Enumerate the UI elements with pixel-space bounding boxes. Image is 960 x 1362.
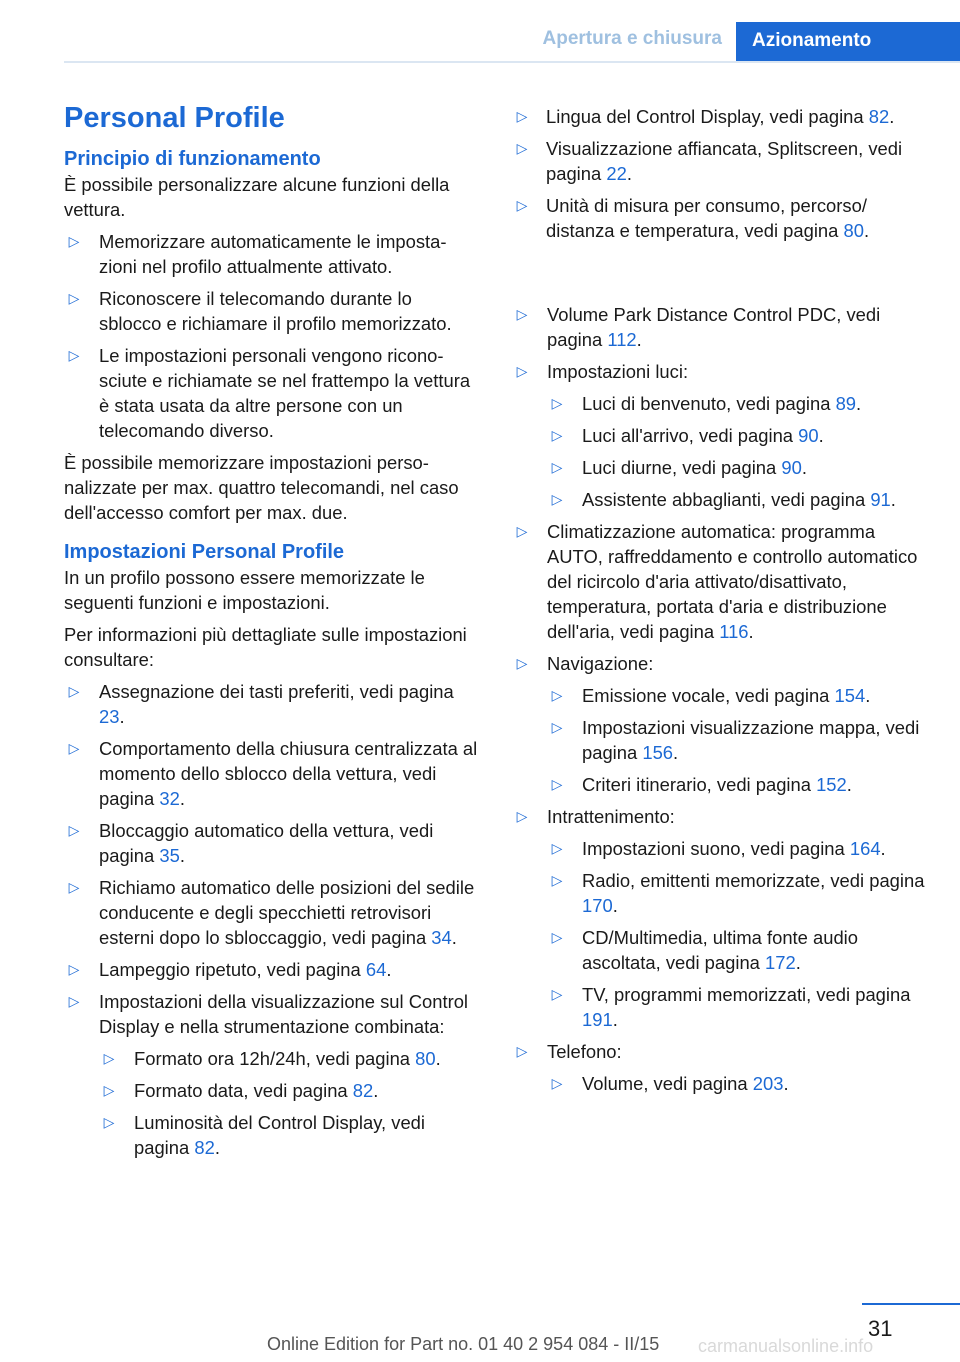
triangle-right-icon: ▷ — [551, 776, 563, 792]
triangle-right-icon: ▷ — [516, 363, 528, 379]
footer-divider — [862, 1303, 960, 1305]
page-link[interactable]: 34 — [431, 927, 452, 948]
sub-list-item: ▷ TV, programmi memorizzati, vedi pagina 191. — [547, 982, 932, 1032]
page-link[interactable]: 32 — [159, 788, 180, 809]
list-item: ▷ Navigazione: ▷ Emissione vocale, vedi pagina 154. ▷ Impostazioni visualizzazione mappa, vedi pagina 156. ▷ Criteri itinerario, vedi pagina 152. — [512, 651, 932, 797]
page-number: 31 — [868, 1316, 893, 1341]
list-item: ▷ Le impostazioni personali vengono riconosciute e richiamate se nel frattempo la vettura è stata usata da altre persone con un telecomando diverso. — [64, 343, 478, 443]
list-item: ▷ Comportamento della chiusura centralizzata al momento dello sblocco della vettura, vedi pagina 32. — [64, 736, 478, 811]
sub-list-item: ▷ Luci all'arrivo, vedi pagina 90. — [547, 423, 932, 448]
list-item: ▷ Impostazioni luci: ▷ Luci di benvenuto, vedi pagina 89. ▷ Luci all'arrivo, vedi pagina 90. ▷ Luci diurne, vedi pagina 90. ▷ Assistente abbaglianti, vedi pagina 91. — [512, 359, 932, 512]
page-link[interactable]: 89 — [835, 393, 857, 414]
sub-list-item: ▷ Volume, vedi pagina 203. — [547, 1071, 932, 1096]
triangle-right-icon: ▷ — [551, 687, 563, 703]
page-link[interactable]: 64 — [365, 959, 387, 980]
page-link[interactable]: 164 — [849, 838, 881, 859]
page-link[interactable]: 112 — [607, 329, 637, 350]
triangle-right-icon: ▷ — [551, 872, 563, 888]
triangle-right-icon: ▷ — [516, 655, 528, 671]
page-link[interactable]: 80 — [843, 220, 864, 241]
triangle-right-icon: ▷ — [551, 459, 563, 475]
triangle-right-icon: ▷ — [68, 233, 80, 249]
triangle-right-icon: ▷ — [68, 822, 80, 838]
triangle-right-icon: ▷ — [68, 683, 80, 699]
right-column-main — [512, 302, 932, 1103]
header-divider — [64, 61, 960, 63]
page-link[interactable]: 91 — [870, 489, 891, 510]
principio-list — [64, 229, 478, 443]
sub-list-item: ▷ Luminosità del Control Display, vedi pagina 82. — [99, 1110, 478, 1160]
triangle-right-icon: ▷ — [68, 347, 80, 363]
triangle-right-icon: ▷ — [551, 1075, 563, 1091]
page-link[interactable]: 23 — [99, 706, 120, 727]
list-item: ▷ Impostazioni della visualizzazione sul Control Display e nella strumentazione combinata: ▷ Formato ora 12h/24h, vedi pagina 80. ▷ Formato data, vedi pagina 82. ▷ Luminosità del Control Display, vedi pagina 82. — [64, 989, 478, 1160]
triangle-right-icon: ▷ — [516, 808, 528, 824]
sub-list-item: ▷ Impostazioni visualizzazione mappa, vedi pagina 156. — [547, 715, 932, 765]
triangle-right-icon: ▷ — [516, 140, 528, 156]
triangle-right-icon: ▷ — [68, 290, 80, 306]
triangle-right-icon: ▷ — [103, 1082, 115, 1098]
list-item: ▷ Memorizzare automaticamente le impostazioni nel profilo attualmente attivato. — [64, 229, 478, 279]
triangle-right-icon: ▷ — [516, 1043, 528, 1059]
sub-list-item: ▷ Assistente abbaglianti, vedi pagina 91. — [547, 487, 932, 512]
page-link[interactable]: 203 — [752, 1073, 784, 1094]
sub-list-item: ▷ Lingua del Control Display, vedi pagina 82. — [512, 104, 932, 129]
triangle-right-icon: ▷ — [551, 491, 563, 507]
navi-sublist — [547, 683, 932, 797]
triangle-right-icon: ▷ — [68, 993, 80, 1009]
triangle-right-icon: ▷ — [551, 719, 563, 735]
triangle-right-icon: ▷ — [551, 395, 563, 411]
right-column — [512, 104, 932, 250]
sub-list-item: ▷ Formato data, vedi pagina 82. — [99, 1078, 478, 1103]
page-header — [0, 0, 960, 62]
triangle-right-icon: ▷ — [516, 306, 528, 322]
page-link[interactable]: 116 — [719, 621, 749, 642]
triangle-right-icon: ▷ — [103, 1050, 115, 1066]
section-heading-impostazioni: Impostazioni Personal Profile — [64, 541, 345, 563]
list-item: ▷ Assegnazione dei tasti preferiti, vedi pagina 23. — [64, 679, 478, 729]
triangle-right-icon: ▷ — [551, 929, 563, 945]
page-link[interactable]: 152 — [816, 774, 847, 795]
edition-note: Online Edition for Part no. 01 40 2 954 084 - II/15 — [267, 1334, 660, 1354]
page-title: Personal Profile — [64, 102, 285, 134]
sub-list-item: ▷ Luci di benvenuto, vedi pagina 89. — [547, 391, 932, 416]
section-heading-principio: Principio di funzionamento — [64, 148, 321, 170]
active-tab[interactable]: Azionamento — [736, 22, 960, 63]
page-link[interactable]: 82 — [352, 1080, 374, 1101]
sub-list-item: ▷ Emissione vocale, vedi pagina 154. — [547, 683, 932, 708]
sub-list-item: ▷ Formato ora 12h/24h, vedi pagina 80. — [99, 1046, 478, 1071]
triangle-right-icon: ▷ — [551, 840, 563, 856]
triangle-right-icon: ▷ — [516, 523, 528, 539]
settings-list-continued — [512, 302, 932, 1096]
sub-list-item: ▷ Unità di misura per consumo, percorso/ distanza e temperatura, vedi pagina 80. — [512, 193, 932, 243]
triangle-right-icon: ▷ — [551, 427, 563, 443]
list-item: ▷ Climatizzazione automatica: programma AUTO, raffreddamento e controllo automatico del ricircolo d'aria attivato/disattivato, temperatura, portata d'aria e distribuzione dell'aria, vedi pagina 116. — [512, 519, 932, 644]
page-link[interactable]: 35 — [159, 845, 180, 866]
page-link[interactable]: 90 — [798, 425, 819, 446]
triangle-right-icon: ▷ — [516, 108, 528, 124]
sub-list-item: ▷ Visualizzazione affiancata, Splitscreen, vedi pagina 22. — [512, 136, 932, 186]
page-link[interactable]: 191 — [582, 1009, 613, 1030]
page-link[interactable]: 154 — [834, 685, 866, 706]
principio-intro: È possibile personalizzare alcune funzioni della vettura. — [64, 174, 450, 220]
display-sublist — [99, 1046, 478, 1160]
triangle-right-icon: ▷ — [551, 986, 563, 1002]
list-item: ▷ Riconoscere il telecomando durante lo sblocco e richiamare il profilo memorizzato. — [64, 286, 478, 336]
triangle-right-icon: ▷ — [68, 740, 80, 756]
sub-list-item: ▷ CD/Multimedia, ultima fonte audio ascoltata, vedi pagina 172. — [547, 925, 932, 975]
page-link[interactable]: 170 — [582, 895, 613, 916]
telefono-sublist — [547, 1071, 932, 1096]
list-item: ▷ Bloccaggio automatico della vettura, vedi pagina 35. — [64, 818, 478, 868]
principio-outro: È possibile memorizzare impostazioni personalizzate per max. quattro telecomandi, nel caso dell'accesso comfort per max. due. — [64, 452, 459, 523]
impostazioni-list — [64, 679, 478, 1160]
list-item: ▷ Lampeggio ripetuto, vedi pagina 64. — [64, 957, 478, 982]
luci-sublist — [547, 391, 932, 512]
page-link[interactable]: 82 — [194, 1137, 215, 1158]
list-item: ▷ Volume Park Distance Control PDC, vedi pagina 112. — [512, 302, 932, 352]
triangle-right-icon: ▷ — [516, 197, 528, 213]
page-link[interactable]: 172 — [765, 952, 796, 973]
list-item: ▷ Richiamo automatico delle posizioni del sedile conducente e degli specchietti retrovisori esterni dopo lo sbloccaggio, vedi pagina 34. — [64, 875, 478, 950]
triangle-right-icon: ▷ — [68, 961, 80, 977]
watermark: carmanualsonline.info — [698, 1336, 874, 1356]
sub-list-item: ▷ Impostazioni suono, vedi pagina 164. — [547, 836, 932, 861]
intrattenimento-sublist — [547, 836, 932, 1032]
list-item: ▷ Intrattenimento: ▷ Impostazioni suono, vedi pagina 164. ▷ Radio, emittenti memorizzate, vedi pagina 170. ▷ CD/Multimedia, ultima fonte audio ascoltata, vedi pagina 172. ▷ TV, programmi memorizzati, vedi pagina 191. — [512, 804, 932, 1032]
triangle-right-icon: ▷ — [103, 1114, 115, 1130]
triangle-right-icon: ▷ — [68, 879, 80, 895]
page-link[interactable]: 82 — [868, 106, 890, 127]
section-tab[interactable]: Apertura e chiusura — [542, 28, 722, 49]
page-link[interactable]: 156 — [642, 742, 674, 763]
list-item: ▷ Telefono: ▷ Volume, vedi pagina 203. — [512, 1039, 932, 1096]
page-link[interactable]: 90 — [781, 457, 802, 478]
page-link[interactable]: 80 — [415, 1048, 436, 1069]
sub-list-item: ▷ Criteri itinerario, vedi pagina 152. — [547, 772, 932, 797]
impostazioni-intro: In un profilo possono essere memorizzate le seguenti funzioni e impostazioni. — [64, 567, 425, 613]
sub-list-item: ▷ Radio, emittenti memorizzate, vedi pagina 170. — [547, 868, 932, 918]
impostazioni-note: Per informazioni più dettagliate sulle impostazioni consultare: — [64, 624, 467, 670]
display-sublist-continued — [512, 104, 932, 243]
sub-list-item: ▷ Luci diurne, vedi pagina 90. — [547, 455, 932, 480]
page-link[interactable]: 22 — [606, 163, 627, 184]
left-column — [64, 100, 478, 1167]
